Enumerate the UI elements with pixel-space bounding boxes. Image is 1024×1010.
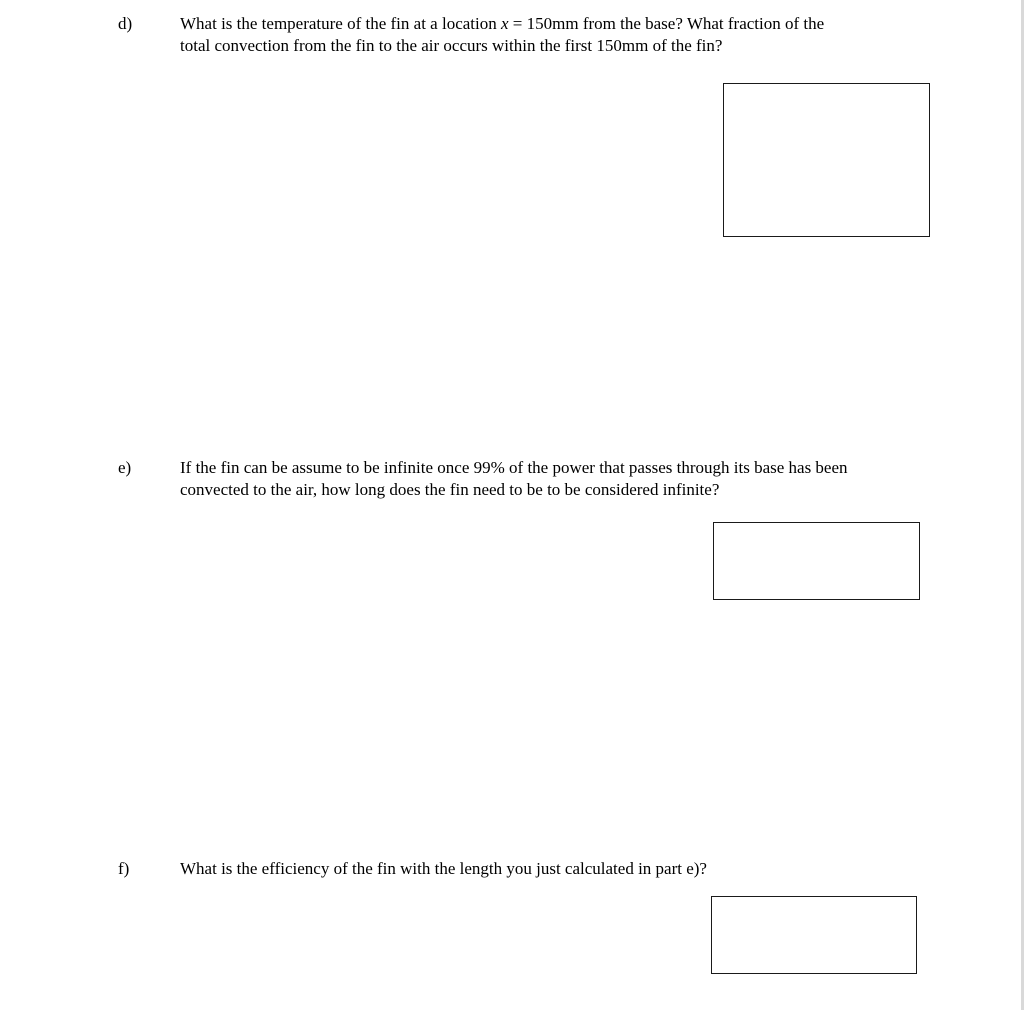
question-d-text <box>180 13 920 57</box>
question-e-line-1: If the fin can be assume to be infinite once 99% of the power that passes through its base has been <box>180 458 848 477</box>
question-d-line-1-start: What is the temperature of the fin at a location <box>180 14 501 33</box>
answer-box-d[interactable] <box>723 83 930 237</box>
answer-box-e[interactable] <box>713 522 920 600</box>
question-d-line-1 <box>180 13 920 35</box>
question-d-line-2: total convection from the fin to the air occurs within the first 150mm of the fin? <box>180 36 723 55</box>
question-e-text <box>180 457 920 501</box>
question-e-label: e) <box>118 458 132 477</box>
answer-box-f[interactable] <box>711 896 917 974</box>
question-d-variable-x: x <box>500 14 509 33</box>
question-d-line-1-end: = 150mm from the base? What fraction of the <box>508 14 825 33</box>
question-d-label: d) <box>118 14 133 33</box>
question-e-line-2: convected to the air, how long does the fin need to be to be considered infinite? <box>180 480 720 499</box>
question-f-label: f) <box>118 859 130 878</box>
question-f-line-1: What is the efficiency of the fin with the length you just calculated in part e)? <box>180 859 707 878</box>
question-f-text <box>180 858 920 880</box>
